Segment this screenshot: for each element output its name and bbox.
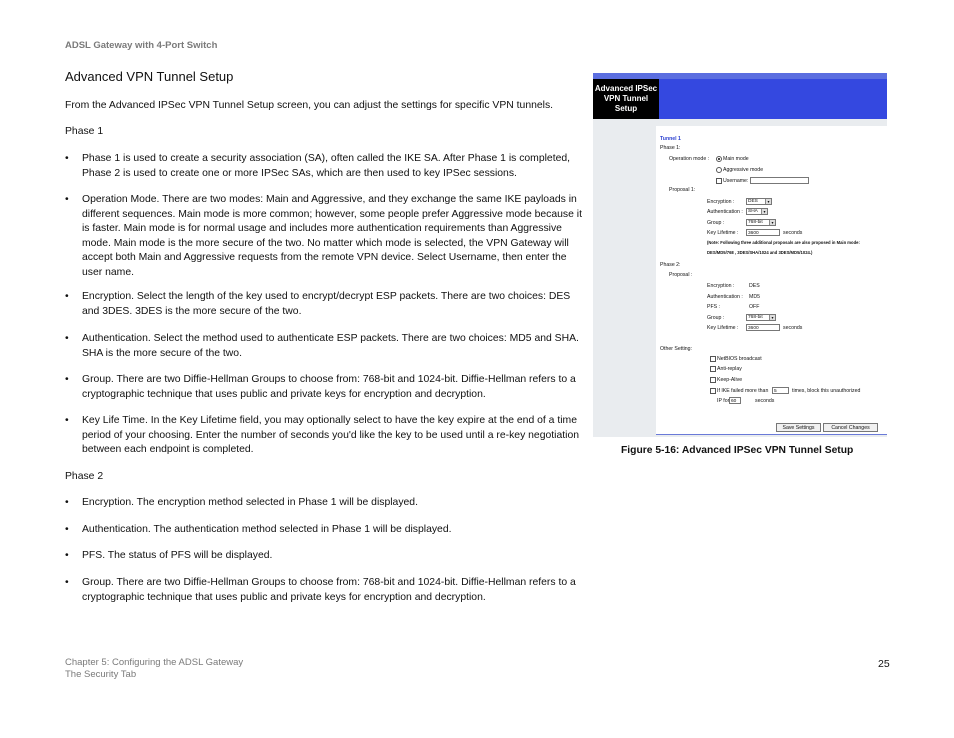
bullet-marker: • [65, 415, 69, 426]
main-mode-radio[interactable] [716, 156, 722, 162]
chevron-down-icon: ▾ [761, 209, 767, 214]
bullet-marker: • [65, 333, 69, 344]
section-title: Advanced VPN Tunnel Setup [65, 69, 234, 84]
bullet-text: Encryption. Select the length of the key used to encrypt/decrypt ESP packets. There are two choices: DES and 3DES. 3DES is the more secure of the two. [82, 291, 571, 317]
authentication-label: Authentication : [707, 209, 743, 215]
proposal-label: Proposal : [669, 272, 693, 278]
ike-failed-input[interactable]: 5 [772, 387, 789, 394]
authentication-select[interactable] [746, 208, 768, 215]
phase1-label: Phase 1: [660, 145, 681, 151]
chevron-down-icon: ▾ [769, 220, 775, 225]
bullet-marker: • [65, 577, 69, 588]
encryption-value: DES [748, 199, 758, 204]
blue-header-bar [659, 79, 887, 119]
p2-authentication-value: MD5 [749, 294, 760, 300]
save-settings-button[interactable]: Save Settings [776, 423, 821, 432]
bullet-text: PFS. The status of PFS will be displayed. [82, 550, 273, 561]
seconds-label: seconds [783, 230, 803, 236]
main-mode-label: Main mode [723, 156, 749, 162]
proposal1-label: Proposal 1: [669, 187, 696, 193]
group-select[interactable] [746, 219, 776, 226]
p2-key-lifetime-label: Key Lifetime : [707, 325, 739, 331]
operation-mode-label: Operation mode : [669, 156, 710, 162]
p2-group-label: Group : [707, 315, 725, 321]
phase2-bullet [65, 523, 585, 538]
p2-group-select[interactable] [746, 314, 776, 321]
ike-failed-label: If IKE failed more than [717, 388, 769, 394]
ip-for-input[interactable]: 60 [729, 397, 741, 404]
button-bar [656, 422, 887, 434]
ike-failed-suffix: times, block this unauthorized [792, 388, 861, 394]
phase2-heading: Phase 2 [65, 471, 104, 482]
authentication-value: SHA [748, 209, 758, 214]
phase1-bullet [65, 193, 585, 280]
p2-group-value: 768-bit [748, 315, 763, 320]
running-header: ADSL Gateway with 4-Port Switch [65, 40, 218, 51]
intro-paragraph: From the Advanced IPSec VPN Tunnel Setup screen, you can adjust the settings for specific VPN tunnels. [65, 100, 554, 111]
chevron-down-icon: ▾ [765, 199, 771, 204]
phase1-bullet [65, 152, 585, 181]
anti-replay-label: Anti-replay [717, 366, 742, 372]
figure-banner [593, 79, 659, 119]
bullet-marker: • [65, 497, 69, 508]
username-checkbox[interactable] [716, 178, 722, 184]
netbios-checkbox[interactable] [710, 356, 716, 362]
banner-line: Setup [614, 104, 638, 113]
bullet-marker: • [65, 153, 69, 164]
bullet-text: Group. There are two Diffie-Hellman Groups to choose from: 768-bit and 1024-bit. Diffie-Hellman refers to a cryptographic technique that uses public and private keys for encryption and decryption. [82, 577, 576, 603]
page-number: 25 [878, 658, 890, 670]
cancel-changes-button[interactable]: Cancel Changes [823, 423, 878, 432]
phase1-bullet [65, 373, 585, 402]
aggressive-mode-radio[interactable] [716, 167, 722, 173]
banner-line: VPN Tunnel [603, 94, 649, 103]
bullet-text: Phase 1 is used to create a security association (SA), often called the IKE SA. After Phase 1 is completed, Phase 2 is used to create one or more IPSec SAs, which are then used to key IPSec sessions. [82, 153, 571, 179]
ike-failed-checkbox[interactable] [710, 388, 716, 394]
figure-caption: Figure 5-16: Advanced IPSec VPN Tunnel Setup [621, 445, 854, 456]
bullet-marker: • [65, 374, 69, 385]
bullet-marker: • [65, 194, 69, 205]
bullet-text: Key Life Time. In the Key Lifetime field, you may optionally select to have the key expire at the end of a time period of your choosing. Enter the number of seconds you'd like the key to be used until a re-key negotiation between each endpoint is completed. [82, 415, 579, 455]
note-line: DES/MD5/768 , 3DES/SHA/1024 and 3DES/MD5/1024.) [707, 250, 813, 255]
keep-alive-checkbox[interactable] [710, 377, 716, 383]
group-value: 768-bit [748, 220, 763, 225]
phase1-bullet [65, 332, 585, 361]
phase1-heading: Phase 1 [65, 126, 104, 137]
pfs-value: OFF [749, 304, 760, 310]
encryption-label: Encryption : [707, 199, 735, 205]
username-input[interactable] [750, 177, 809, 184]
bullet-text: Operation Mode. There are two modes: Main and Aggressive, and they exchange the same IKE payloads in different sequences. Main mode is more common; however, some people prefer Aggressive mode because it is faster. Main mode is for normal usage and includes more authentication requirements than Aggressive mode. Main mode is the more secure of the two. No matter which mode is selected, the VPN Gateway will accept both Main and Aggressive requests from the remote VPN device. Select Username, then enter the user name. [82, 194, 582, 278]
netbios-label: NetBIOS broadcast [717, 356, 762, 362]
key-lifetime-label: Key Lifetime : [707, 230, 739, 236]
bullet-text: Authentication. The authentication method selected in Phase 1 will be displayed. [82, 524, 452, 535]
vpn-setup-figure [593, 73, 887, 437]
phase1-bullet [65, 290, 585, 319]
page-footer [65, 657, 243, 681]
other-setting-label: Other Setting: [660, 346, 693, 352]
bullet-text: Group. There are two Diffie-Hellman Groups to choose from: 768-bit and 1024-bit. Diffie-Hellman refers to a cryptographic technique that uses public and private keys for encryption and decryption. [82, 374, 576, 400]
username-label: Username: [723, 178, 749, 184]
anti-replay-checkbox[interactable] [710, 366, 716, 372]
aggressive-mode-label: Aggressive mode [723, 167, 764, 173]
bullet-marker: • [65, 524, 69, 535]
footer-chapter: Chapter 5: Configuring the ADSL Gateway [65, 657, 244, 668]
p2-key-lifetime-input[interactable]: 3600 [746, 324, 780, 331]
keep-alive-label: Keep-Alive [717, 377, 743, 383]
chevron-down-icon: ▾ [769, 315, 775, 320]
ip-for-label: IP for [717, 398, 730, 404]
bullet-text: Encryption. The encryption method selected in Phase 1 will be displayed. [82, 497, 418, 508]
p2-seconds-label: seconds [783, 325, 803, 331]
footer-section: The Security Tab [65, 669, 137, 680]
note-line: (Note: Following three additional proposals are also proposed in Main mode: [707, 240, 860, 245]
settings-panel [656, 126, 887, 422]
encryption-select[interactable] [746, 198, 772, 205]
p2-encryption-label: Encryption : [707, 283, 735, 289]
banner-line: Advanced IPSec [594, 84, 658, 93]
phase2-bullet [65, 549, 585, 564]
bottom-rule [656, 434, 887, 435]
p2-authentication-label: Authentication : [707, 294, 743, 300]
phase2-bullet [65, 496, 585, 511]
p2-encryption-value: DES [749, 283, 760, 289]
phase2-bullet [65, 576, 585, 605]
bullet-marker: • [65, 550, 69, 561]
group-label: Group : [707, 220, 725, 226]
bullet-marker: • [65, 291, 69, 302]
bullet-text: Authentication. Select the method used to authenticate ESP packets. There are two choices: MD5 and SHA. SHA is the more secure of the two. [82, 333, 579, 359]
key-lifetime-input[interactable]: 3600 [746, 229, 780, 236]
phase2-label: Phase 2: [660, 262, 681, 268]
phase1-bullet [65, 414, 585, 458]
pfs-label: PFS : [707, 304, 720, 310]
tunnel-label: Tunnel 1 [660, 136, 681, 142]
ip-for-suffix: seconds [755, 398, 775, 404]
